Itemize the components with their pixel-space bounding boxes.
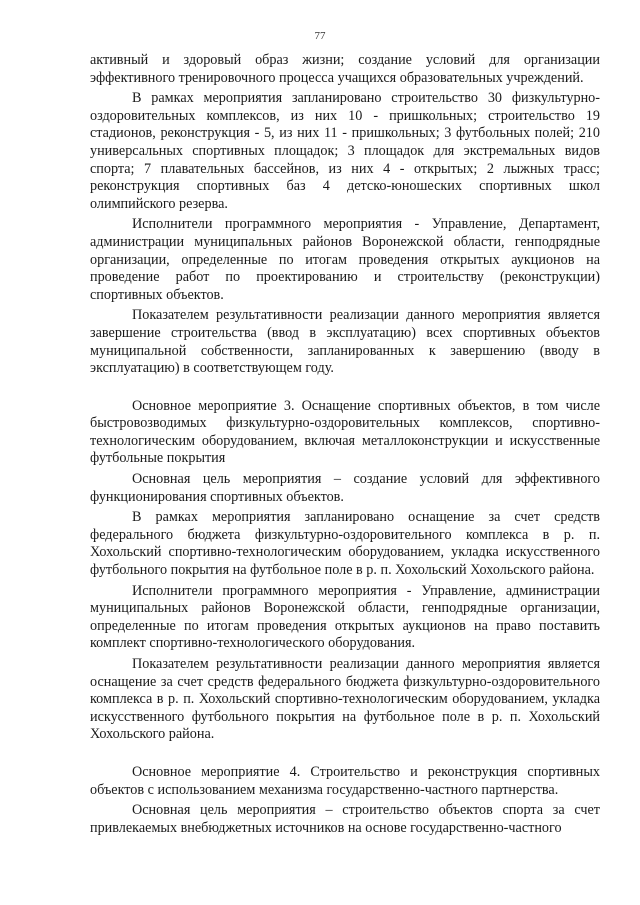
paragraph-main-goal-4: Основная цель мероприятия – строительство объектов спорта за счет привлекаемых внебюджетных источников на основе государственно-частного — [90, 802, 600, 836]
heading-main-activity-4: Основное мероприятие 4. Строительство и реконструкция спортивных объектов с использованием механизма государственно-частного партнерства. — [90, 763, 600, 798]
section-gap — [90, 381, 600, 398]
paragraph-performance-indicator: Показателем результативности реализации данного мероприятия является завершение строительства (ввод в эксплуатацию) всех спортивных объектов муниципальной собственности, запланированных к завершению (вводу в эксплуатацию) в соответствующем году. — [90, 307, 600, 377]
section-gap — [90, 747, 600, 764]
page-number: 77 — [314, 30, 326, 42]
paragraph-construction-plan: В рамках мероприятия запланировано строительство 30 физкультурно-оздоровительных комплексов, из них 10 - пришкольных; строительство 19 стадионов, реконструкция - 5, из них 11 - пришкольных; 3 футбольных полей; 210 универсальных спортивных площадок; 3 площадок для экстремальных видов спорта; 7 плавательных бассейнов, из них 4 - открытых; 2 лыжных трасс; реконструкция спортивных баз 4 детско-юношеских спортивных школ олимпийского резерва. — [90, 90, 600, 212]
paragraph-executors-3: Исполнители программного мероприятия - Управление, администрации муниципальных районов Воронежской области, генподрядные организации, определенные по итогам проведения открытых аукционов на право поставить комплект спортивно-технологического оборудования. — [90, 582, 600, 652]
paragraph-continuation: активный и здоровый образ жизни; создание условий для организации эффективного тренировочного процесса учащихся образовательных учреждений. — [90, 52, 600, 86]
paragraph-equipment-plan: В рамках мероприятия запланировано оснащение за счет средств федерального бюджета физкультурно-оздоровительного комплекса в р. п. Хохольский спортивно-технологическим оборудованием, укладка искусственного футбольного покрытия на футбольное поле в р. п. Хохольский Хохольского района. — [90, 509, 600, 579]
paragraph-main-goal-3: Основная цель мероприятия – создание условий для эффективного функционирования спортивных объектов. — [90, 471, 600, 505]
paragraph-performance-indicator-3: Показателем результативности реализации данного мероприятия является оснащение за счет средств федерального бюджета физкультурно-оздоровительного комплекса в р. п. Хохольский спортивно-технологическим оборудованием, укладка искусственного футбольного покрытия на футбольное поле в р. п. Хохольский Хохольского района. — [90, 656, 600, 743]
paragraph-executors: Исполнители программного мероприятия - Управление, Департамент, администрации муниципальных районов Воронежской области, генподрядные организации, определенные по итогам проведения открытых аукционов на проведение работ по проектированию и строительству (реконструкции) спортивных объектов. — [90, 216, 600, 303]
document-body — [90, 52, 600, 840]
heading-main-activity-3: Основное мероприятие 3. Оснащение спортивных объектов, в том числе быстровозводимых физкультурно-оздоровительных комплексов, спортивно-технологическим оборудованием, включая металлоконструкции и искусственные футбольные покрытия — [90, 397, 600, 467]
